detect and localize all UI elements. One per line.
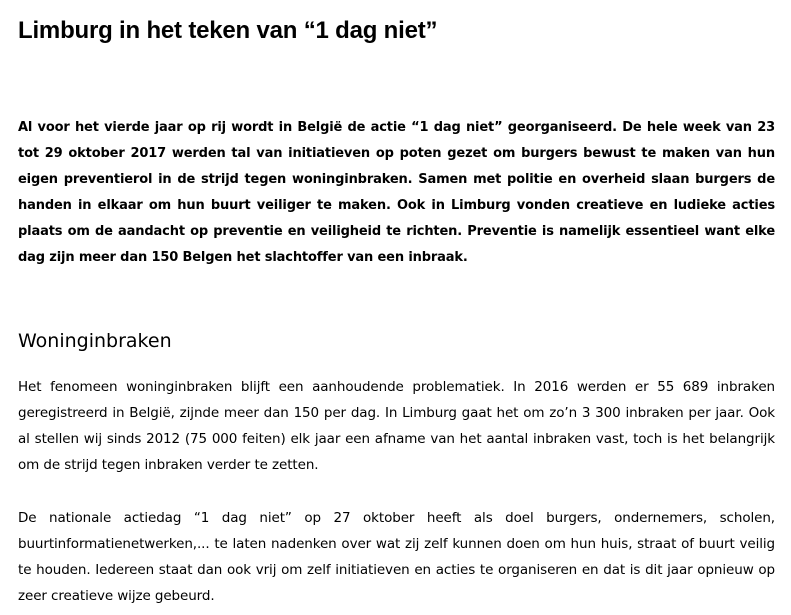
- body-paragraph-1: Het fenomeen woninginbraken blijft een aanhoudende problematiek. In 2016 werden er 55 689 inbraken geregistreerd in België, zijnde meer dan 150 per dag. In Limburg gaat het om zo’n 3 300 inbraken per jaar. Ook al stellen wij sinds 2012 (75 000 feiten) elk jaar een afname van het aantal inbraken vast, toch is het belangrijk om de strijd tegen inbraken verder te zetten.: [18, 379, 775, 473]
- body-paragraph-2: De nationale actiedag “1 dag niet” op 27 oktober heeft als doel burgers, ondernemers, scholen, buurtinformatienetwerken,... te laten nadenken over wat zij zelf kunnen doen om hun huis, straat of buurt veilig te houden. Iedereen staat dan ook vrij om zelf initiatieven en acties te organiseren en dat is dit jaar opnieuw op zeer creatieve wijze gebeurd.: [18, 510, 775, 604]
- section-heading: Woninginbraken: [18, 330, 172, 352]
- page-title: Limburg in het teken van “1 dag niet”: [18, 17, 438, 44]
- intro-paragraph: Al voor het vierde jaar op rij wordt in België de actie “1 dag niet” georganiseerd. De hele week van 23 tot 29 oktober 2017 werden tal van initiatieven op poten gezet om burgers bewust te maken van hun eigen preventierol in de strijd tegen woninginbraken. Samen met politie en overheid slaan burgers de handen in elkaar om hun buurt veiliger te maken. Ook in Limburg vonden creatieve en ludieke acties plaats om de aandacht op preventie en veiligheid te richten. Preventie is namelijk essentieel want elke dag zijn meer dan 150 Belgen het slachtoffer van een inbraak.: [18, 120, 775, 265]
